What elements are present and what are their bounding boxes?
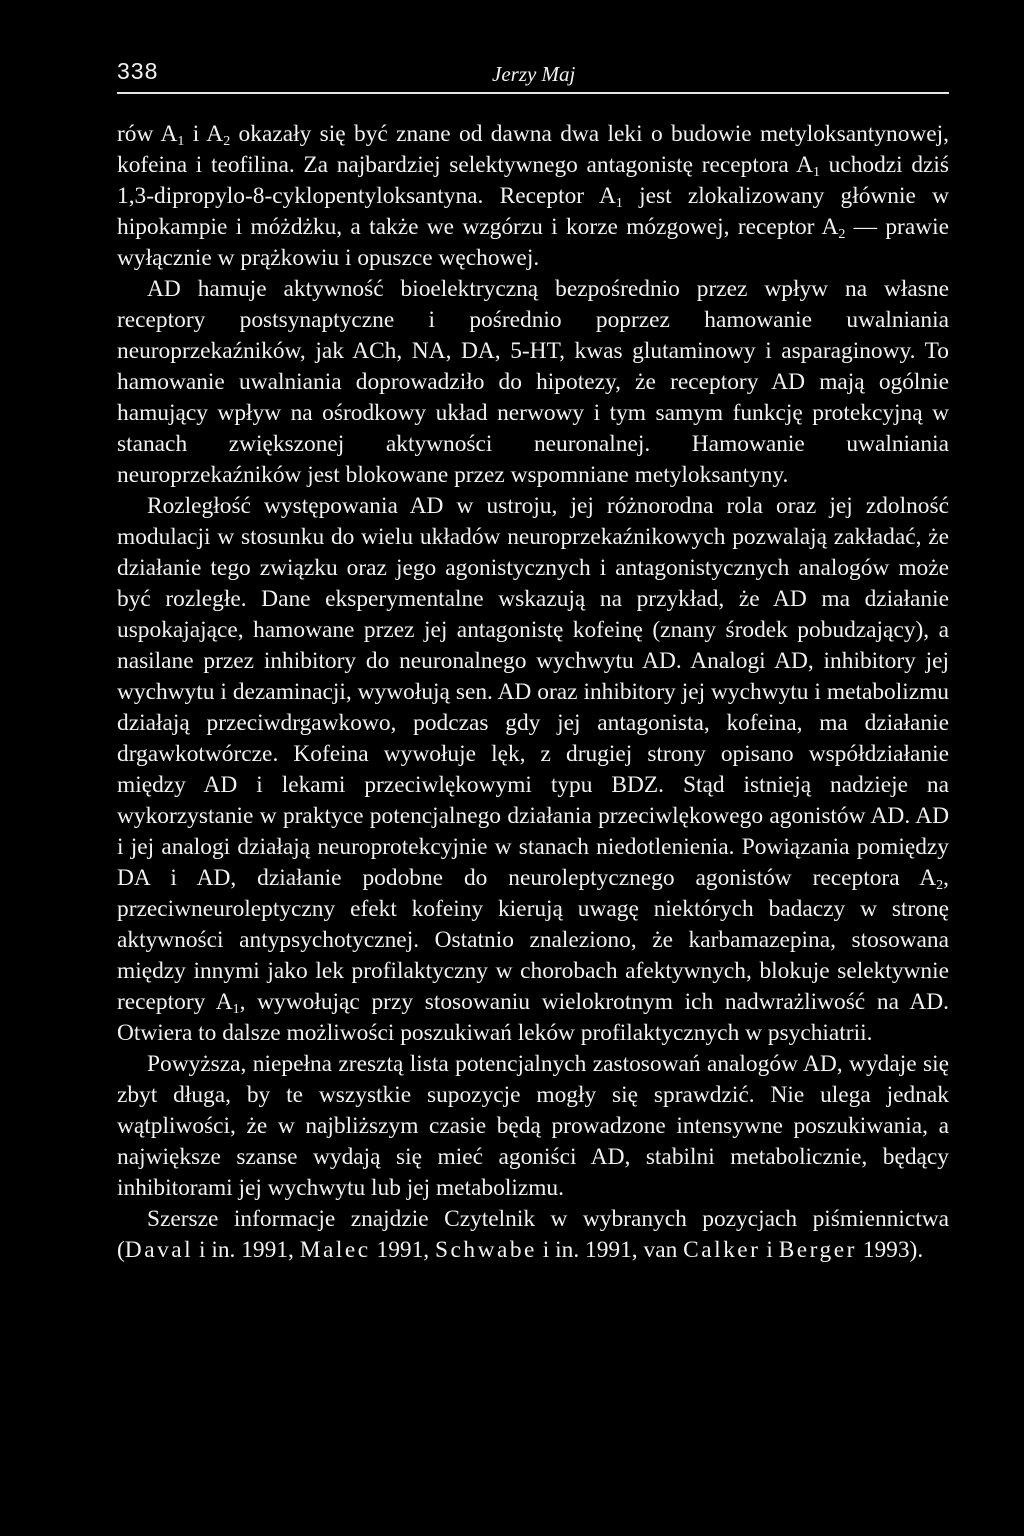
running-head: Jerzy Maj <box>492 62 576 86</box>
subscript: 2 <box>223 134 231 149</box>
page-number: 338 <box>117 58 159 84</box>
body-text <box>117 119 949 1266</box>
text-run: — prawie wyłącznie w prążkowiu i opuszce węchowej. <box>117 214 949 271</box>
subscript: 1 <box>177 134 185 149</box>
text-run: , przeciwneuroleptyczny efekt kofeiny kierują uwagę niektórych badaczy w stronę aktywności antypsychotycznej. Ostatnio znaleziono, że karbamazepina, stosowana między innymi jako lek profilaktyczny w chorobach afektywnych, blokuje selektywnie receptory A <box>117 865 949 1015</box>
paragraph-ad-effects <box>117 491 949 1049</box>
reference-author: Schwabe <box>435 1237 537 1263</box>
text-run: uchodzi dziś 1,3-dipropylo-8-cyklopentyloksantyna. Receptor A <box>117 152 949 209</box>
reference-author: Calker <box>683 1237 761 1263</box>
subscript: 1 <box>812 165 820 180</box>
subscript: 1 <box>615 196 623 211</box>
text-run: okazały się być znane od dawna dwa leki o budowie metyloksantynowej, kofeina i teofilina. Za najbardziej selektywnego antagonistę receptora A <box>117 121 950 178</box>
subscript: 2 <box>936 878 944 893</box>
text-run: 1993). <box>856 1237 924 1263</box>
text-run: jest zlokalizowany głównie w hipokampie i móżdżku, a także we wzgórzu i korze mózgowej, receptor A <box>117 183 950 240</box>
text-run: i in. 1991, van <box>536 1237 684 1263</box>
page-header <box>117 58 949 94</box>
text-run: 1991, <box>370 1237 435 1263</box>
text-run: i in. 1991, <box>193 1237 300 1263</box>
paragraph-references <box>117 1204 949 1266</box>
reference-author: Malec <box>299 1237 371 1263</box>
text-run: , wywołując przy stosowaniu wielokrotnym ich nadwrażliwość na AD. Otwiera to dalsze możliwości poszukiwań leków profilaktycznych w psychiatrii. <box>117 989 949 1046</box>
subscript: 2 <box>838 227 846 242</box>
text-run: Rozległość występowania AD w ustroju, jej różnorodna rola oraz jej zdolność modulacji w stosunku do wielu układów neuroprzekaźnikowych pozwalają zakładać, że działanie tego związku oraz jego agonistycznych i antagonistycznych analogów może być rozległe. Dane eksperymentalne wskazują na przykład, że AD ma działanie uspokajające, hamowane przez jej antagonistę kofeinę (znany środek pobudzający), a nasilane przez inhibitory do neuronalnego wychwytu AD. Analogi AD, inhibitory jej wychwytu i dezaminacji, wywołują sen. AD oraz inhibitory jej wychwytu i metabolizmu działają przeciwdrgawkowo, podczas gdy jej antagonista, kofeina, ma działanie drgawkotwórcze. Kofeina wywołuje lęk, z drugiej strony opisano współdziałanie między AD i lekami przeciwlękowymi typu BDZ. Stąd istnieją nadzieje na wykorzystanie w praktyce potencjalnego działania przeciwlękowego agonistów AD. AD i jej analogi działają neuroprotekcyjnie w stanach niedotlenienia. Powiązania pomiędzy DA i AD, działanie podobne do neuroleptycznego agonistów receptora A <box>117 493 949 891</box>
paragraph-receptors <box>117 119 949 274</box>
reference-author: Berger <box>778 1237 857 1263</box>
text-run: i A <box>184 121 224 147</box>
paragraph-applications: Powyższa, niepełna zresztą lista potencjalnych zastosowań analogów AD, wydaje się zbyt długa, by te wszystkie supozycje mogły się sprawdzić. Nie ulega jednak wątpliwości, że w najbliższym czasie będą prowadzone intensywne poszukiwania, a największe szanse wydają się mieć agoniści AD, stabilni metabolicznie, będący inhibitorami jej wychwytu lub jej metabolizmu. <box>117 1051 949 1201</box>
text-run: Szersze informacje znajdzie Czytelnik w wybranych pozycjach piśmiennictwa ( <box>117 1206 949 1263</box>
text-run: rów A <box>117 121 178 147</box>
paragraph-ad-inhibition: AD hamuje aktywność bioelektryczną bezpośrednio przez wpływ na własne receptory postsynaptyczne i pośrednio poprzez hamowanie uwalniania neuroprzekaźników, jak ACh, NA, DA, 5-HT, kwas glutaminowy i asparaginowy. To hamowanie uwalniania doprowadziło do hipotezy, że receptory AD mają ogólnie hamujący wpływ na ośrodkowy układ nerwowy i tym samym funkcję protekcyjną w stanach zwiększonej aktywności neuronalnej. Hamowanie uwalniania neuroprzekaźników jest blokowane przez wspomniane metyloksantyny. <box>117 276 949 488</box>
reference-author: Daval <box>124 1237 194 1263</box>
subscript: 1 <box>232 1002 240 1017</box>
text-run: i <box>760 1237 779 1263</box>
